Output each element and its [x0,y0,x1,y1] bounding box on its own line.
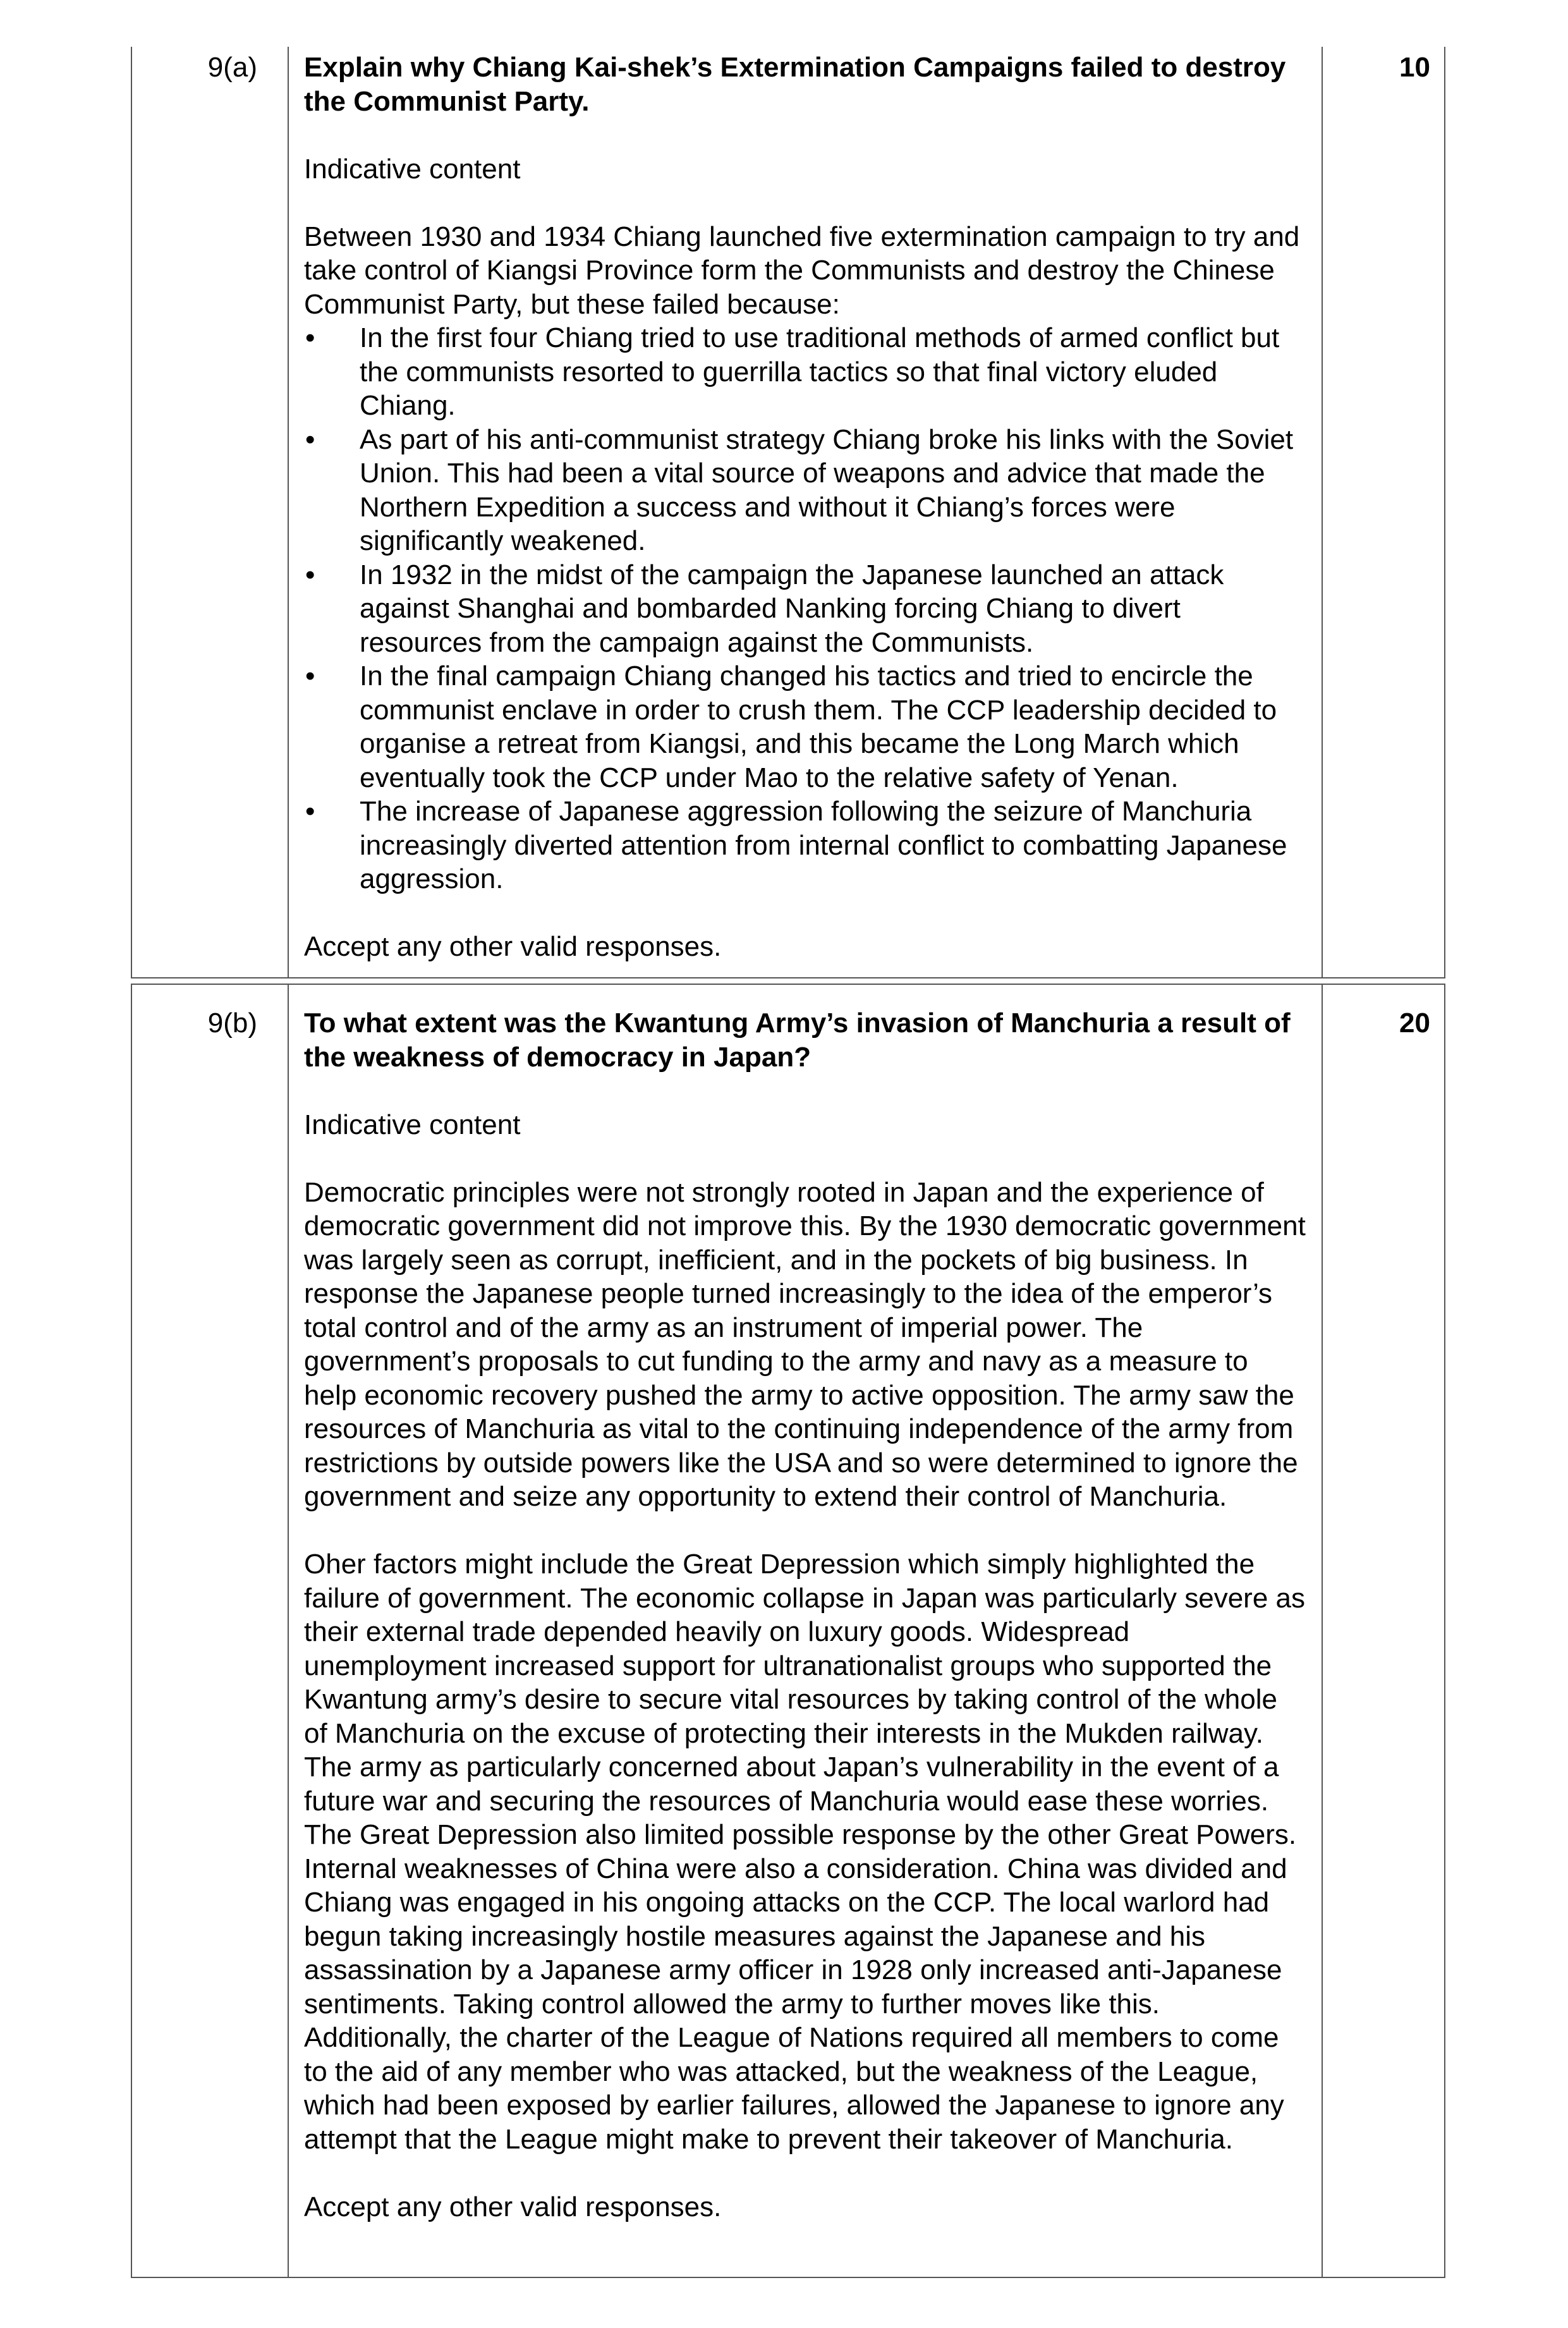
marks-value: 10 [1399,52,1430,83]
question-title: To what extent was the Kwantung Army’s invasion of Manchuria a result of the weakness of democracy in Japan? [304,1008,1291,1073]
body-paragraph: Oher factors might include the Great Depression which simply highlighted the failure of government. The economic collapse in Japan was particularly severe as their external trade depended heavily on luxury goods. Widespread unemployment increased support for ultranationalist groups who supported the Kwantung army’s desire to secure vital resources by taking control of the whole of Manchuria on the excuse of protecting their interests in the Mukden railway. The army as particularly concerned about Japan’s vulnerability in the event of a future war and securing the resources of Manchuria would ease these worries. The Great Depression also limited possible response by the other Great Powers. Internal weaknesses of China were also a consideration. China was divided and Chiang was engaged in his ongoing attacks on the CCP. The local warlord had begun taking increasingly hostile measures against the Japanese and his assassination by a Japanese army officer in 1928 only increased anti-Japanese sentiments. Taking control allowed the army to further moves like this. Additionally, the charter of the League of Nations required all members to come to the aid of any member who was attacked, but the weakness of the League, which had been exposed by earlier failures, allowed the Japanese to ignore any attempt that the League might make to prevent their takeover of Manchuria. [304,1549,1305,2155]
question-number: 9(b) [207,1008,257,1039]
marks-cell [1323,985,1444,2277]
question-number: 9(a) [207,52,257,83]
question-content-cell [289,47,1323,977]
question-title: Explain why Chiang Kai-shek’s Extermination Campaigns failed to destroy the Communist Party. [304,52,1286,117]
body-paragraph: Democratic principles were not strongly rooted in Japan and the experience of democratic government did not improve this. By the 1930 democratic government was largely seen as corrupt, inefficient, and in the pockets of big business. In response the Japanese people turned increasingly to the idea of the emperor’s total control and of the army as an instrument of imperial power. The government’s proposals to cut funding to the army and navy as a measure to help economic recovery pushed the army to active opposition. The army saw the resources of Manchuria as vital to the continuing independence of the army from restrictions by outside powers like the USA and so were determined to ignore the government and seize any opportunity to extend their control of Manchuria. [304,1176,1306,1512]
marks-cell [1323,47,1444,977]
question-number-cell [132,47,289,977]
question-number-cell [132,985,289,2277]
intro-paragraph: Between 1930 and 1934 Chiang launched five extermination campaign to try and take control of Kiangsi Province form the Communists and destroy the Chinese Communist Party, but these failed because: [304,221,1300,320]
list-item: • The increase of Japanese aggression following the seizure of Manchuria increasingly diverted attention from internal conflict to combatting Japanese aggression. [304,795,1306,896]
row-divider [131,977,1445,978]
list-item: • In the final campaign Chiang changed his tactics and tried to encircle the communist enclave in order to crush them. The CCP leadership decided to organise a retreat from Kiangsi, and this became the Long March which eventually took the CCP under Mao to the relative safety of Yenan. [304,659,1306,795]
indicative-content-heading: Indicative content [304,1109,521,1140]
list-item: • As part of his anti-communist strategy Chiang broke his links with the Soviet Union. This had been a vital source of weapons and advice that made the Northern Expedition a success and without it Chiang’s forces were significantly weakened. [304,423,1306,558]
answer-guidance [304,985,1306,2224]
reasons-list [304,321,1306,896]
marks-value: 20 [1399,1008,1430,1039]
list-item: • In 1932 in the midst of the campaign the Japanese launched an attack against Shanghai and bombarded Nanking forcing Chiang to divert resources from the campaign against the Communists. [304,558,1306,660]
answer-guidance [304,47,1306,964]
list-item: • In the first four Chiang tried to use traditional methods of armed conflict but the communists resorted to guerrilla tactics so that final victory eluded Chiang. [304,321,1306,423]
question-9b-block [131,985,1445,2278]
question-9a-block [131,47,1445,977]
indicative-content-heading: Indicative content [304,153,521,185]
accept-note: Accept any other valid responses. [304,2191,722,2222]
question-content-cell [289,985,1323,2277]
accept-note: Accept any other valid responses. [304,931,722,962]
